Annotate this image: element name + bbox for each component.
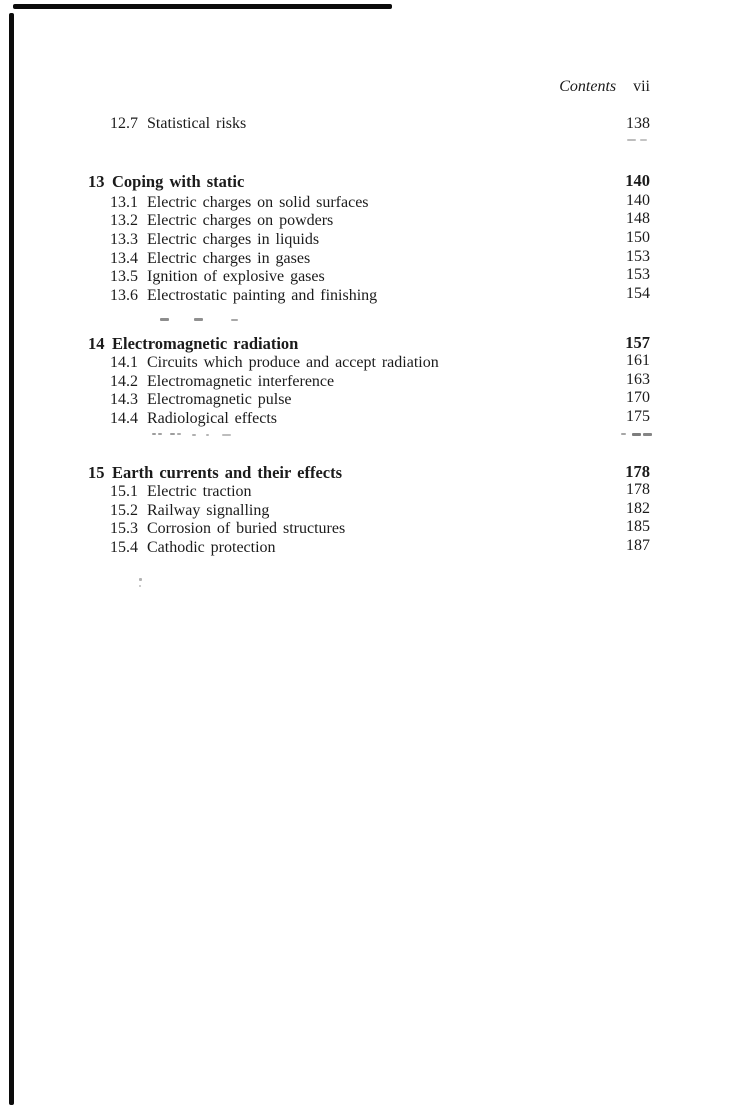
chapter-title: Electromagnetic radiation <box>112 334 299 353</box>
entry-title: Corrosion of buried structures <box>147 520 346 538</box>
scan-artifact <box>621 433 626 435</box>
scan-artifact <box>192 434 196 436</box>
entry-page: 170 <box>626 389 650 407</box>
entry-title: Electromagnetic interference <box>147 372 335 390</box>
entry-title: Cathodic protection <box>147 539 276 557</box>
scan-artifact <box>206 434 209 436</box>
scan-artifact <box>152 433 156 435</box>
entry-number: 13.3 <box>110 230 138 248</box>
scan-artifact <box>139 578 142 581</box>
entry-page: 187 <box>626 537 650 555</box>
entry-title: Electric charges in liquids <box>147 230 320 248</box>
entry-number: 12.7 <box>110 115 138 132</box>
entry-title: Electric charges on solid surfaces <box>147 193 369 211</box>
chapter-heading <box>88 172 650 192</box>
toc-entry <box>88 287 650 306</box>
toc-entry <box>88 228 650 250</box>
entry-title: Electromagnetic pulse <box>147 391 292 409</box>
entry-title: Statistical risks <box>147 115 247 132</box>
chapter-page: 178 <box>625 462 650 481</box>
toc-entry <box>88 391 650 410</box>
toc-chapter-15 <box>88 463 650 558</box>
entry-page: 153 <box>626 247 650 265</box>
entry-number: 14.3 <box>110 391 138 409</box>
entry-page: 154 <box>626 285 650 303</box>
toc-entry <box>88 212 650 231</box>
chapter-heading <box>88 334 650 354</box>
entry-page: 161 <box>626 352 650 369</box>
toc-entry <box>88 499 650 521</box>
entry-number: 14.2 <box>110 372 138 390</box>
toc-entry <box>88 410 650 429</box>
entry-title: Radiological effects <box>147 410 278 428</box>
scan-artifact <box>170 433 175 435</box>
entry-number: 13.1 <box>110 193 138 211</box>
entry-title: Electric charges in gases <box>147 249 311 267</box>
toc-entry <box>88 191 650 213</box>
entry-page: 138 <box>626 115 650 132</box>
entry-title: Ignition of explosive gases <box>147 268 325 286</box>
entry-number: 13.4 <box>110 249 138 267</box>
entry-number: 13.6 <box>110 287 138 305</box>
toc-entry <box>88 354 650 373</box>
chapter-number: 15 <box>88 463 105 482</box>
entry-page: 185 <box>626 518 650 536</box>
entry-number: 14.1 <box>110 354 138 371</box>
entry-page: 182 <box>626 499 650 517</box>
chapter-page: 157 <box>625 333 650 352</box>
scan-artifact <box>222 434 231 436</box>
entry-page: 140 <box>626 191 650 209</box>
scan-artifact <box>231 319 238 321</box>
entry-number: 13.5 <box>110 268 138 286</box>
chapter-number: 14 <box>88 334 105 353</box>
toc-entry <box>88 115 650 134</box>
entry-title: Electric charges on powders <box>147 212 334 230</box>
toc-entry <box>88 483 650 502</box>
entry-page: 148 <box>626 210 650 228</box>
chapter-number: 13 <box>88 172 105 191</box>
entry-number: 15.2 <box>110 501 138 519</box>
entry-title: Railway signalling <box>147 501 270 519</box>
entry-page: 163 <box>626 370 650 388</box>
entry-number: 13.2 <box>110 212 138 230</box>
scan-artifact <box>640 139 647 141</box>
toc-entry <box>88 520 650 539</box>
scan-border-left <box>9 13 14 1105</box>
running-header-title: Contents <box>559 78 617 95</box>
toc-chapter-14 <box>88 334 650 429</box>
scan-artifact <box>158 433 162 435</box>
scan-artifact <box>160 318 169 321</box>
toc-entry <box>88 370 650 392</box>
running-header-page-number: vii <box>633 78 650 95</box>
entry-page: 175 <box>626 408 650 426</box>
scan-artifact <box>627 139 636 141</box>
chapter-title: Coping with static <box>112 172 245 191</box>
scan-border-top <box>13 4 392 9</box>
entry-number: 15.4 <box>110 539 138 557</box>
scan-artifact <box>632 433 641 436</box>
entry-title: Circuits which produce and accept radiation <box>147 354 439 371</box>
running-header <box>88 77 650 96</box>
scan-artifact <box>177 433 181 435</box>
toc-chapter-13 <box>88 172 650 306</box>
entry-page: 150 <box>626 228 650 246</box>
entry-number: 14.4 <box>110 410 138 428</box>
chapter-title: Earth currents and their effects <box>112 463 343 482</box>
chapter-heading <box>88 463 650 483</box>
entry-number: 15.3 <box>110 520 138 538</box>
chapter-page: 140 <box>625 171 650 190</box>
toc-entry <box>88 268 650 287</box>
entry-title: Electrostatic painting and finishing <box>147 287 378 305</box>
scan-artifact <box>139 585 141 587</box>
toc-section-12 <box>88 115 650 134</box>
entry-page: 153 <box>626 266 650 284</box>
scan-artifact <box>194 318 203 321</box>
toc-entry <box>88 247 650 269</box>
entry-title: Electric traction <box>147 483 252 500</box>
toc-entry <box>88 539 650 558</box>
entry-number: 15.1 <box>110 483 138 500</box>
entry-page: 178 <box>626 481 650 498</box>
scan-artifact <box>643 433 652 436</box>
